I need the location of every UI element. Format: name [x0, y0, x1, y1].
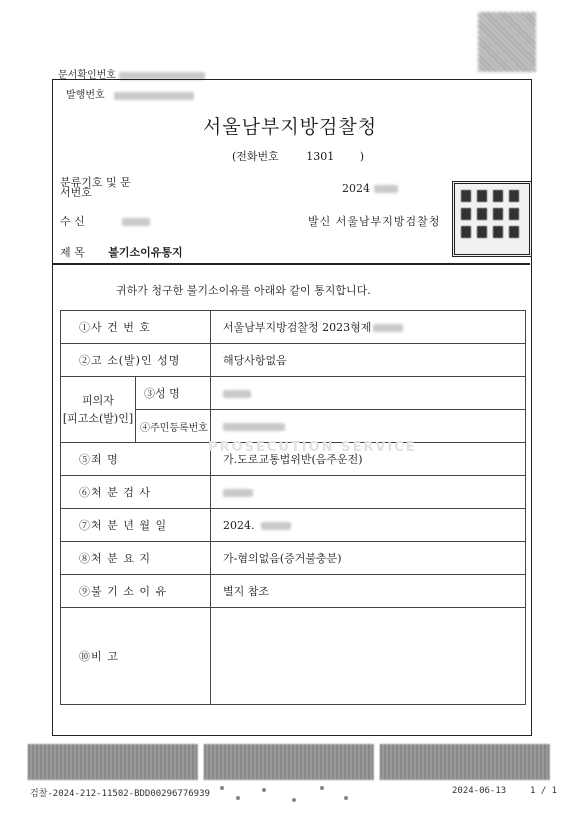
issue-number: [114, 92, 194, 100]
row-value-cell: [211, 608, 526, 705]
table-row: [61, 344, 526, 377]
row-label-cell: [61, 311, 211, 344]
date-year: 2024: [342, 182, 370, 195]
complainant-label: ②고 소(발)인 성명: [79, 354, 181, 367]
dot-mark: [262, 788, 266, 792]
header-divider: [52, 263, 530, 265]
issue-label: 발행번호: [66, 90, 105, 101]
doc-check-label: 문서확인번호: [58, 70, 116, 81]
phone-number: 1301: [306, 150, 335, 163]
disposition-date-value: 2024.: [223, 518, 255, 532]
suspect-group-sub: [피고소(발)인]: [62, 411, 134, 425]
disposition-date-rest: [261, 522, 291, 530]
remarks-label: ⑩비 고: [79, 650, 119, 663]
table-row: [61, 476, 526, 509]
case-number-suffix: [373, 324, 403, 332]
disposition-summary-value: 가-혐의없음(증거불충분): [223, 552, 342, 565]
row-value-cell: [211, 575, 526, 608]
row-label-cell: [61, 575, 211, 608]
barcode-2: [204, 744, 374, 780]
row-label-cell: [61, 542, 211, 575]
dot-mark: [344, 796, 348, 800]
date-rest: [374, 185, 398, 193]
row-value-cell: [211, 509, 526, 542]
non-indictment-reason-label: ⑨불 기 소 이 유: [79, 585, 168, 598]
prosecutor-label: ⑥처 분 검 사: [79, 486, 151, 499]
row-value-cell: [211, 344, 526, 377]
subject-label: 제 목: [60, 246, 85, 259]
dot-mark: [292, 798, 296, 802]
row-value-cell: [211, 542, 526, 575]
barcode-1: [28, 744, 198, 780]
table-row: [61, 575, 526, 608]
disposition-date-label: ⑦처 분 년 월 일: [79, 519, 168, 532]
qr-code-top: [478, 12, 536, 72]
suspect-group-label: 피의자: [82, 393, 114, 407]
suspect-name-label: ③성 명: [144, 387, 180, 400]
recipient-line: [60, 213, 150, 229]
details-table: [60, 310, 526, 705]
row-label-cell: [61, 608, 211, 705]
footer-page: 1 / 1: [530, 786, 558, 796]
table-row: [61, 311, 526, 344]
issue-line: [66, 86, 194, 101]
class-label: 분류기호 및 문서번호: [60, 176, 131, 199]
phone-line: [232, 148, 364, 164]
date-line: [342, 182, 398, 195]
subject-value: 불기소이유통지: [108, 246, 183, 259]
sender-line: 발신 서울남부지방검찰청: [308, 215, 441, 228]
complainant-value: 해당사항없음: [223, 354, 287, 367]
non-indictment-reason-value: 별지 참조: [223, 585, 270, 598]
disposition-summary-label: ⑧처 분 요 지: [79, 552, 151, 565]
dot-mark: [236, 796, 240, 800]
official-seal: [452, 181, 532, 257]
dot-mark: [320, 786, 324, 790]
charge-value: 가.도로교통법위반(음주운전): [223, 453, 363, 466]
phone-label: (전화번호: [232, 150, 279, 163]
row-label-cell: [136, 410, 211, 443]
charge-label: ⑤죄 명: [79, 453, 119, 466]
row-label-cell: [61, 344, 211, 377]
resident-id-label: ④주민등록번호: [140, 422, 208, 434]
prosecutor-value: [223, 489, 253, 497]
barcode-3: [380, 744, 550, 780]
row-value-cell: [211, 377, 526, 410]
footer-date: 2024-06-13: [452, 786, 507, 796]
table-row: [61, 377, 526, 410]
watermark-text: PROSECUTION SERVICE: [208, 440, 417, 455]
row-label-cell: [136, 377, 211, 410]
row-value-cell: [211, 311, 526, 344]
row-label-cell: [61, 443, 211, 476]
table-row: [61, 608, 526, 705]
recipient-label: 수 신: [60, 215, 85, 228]
recipient-name: [122, 218, 150, 226]
notice-text: 귀하가 청구한 불기소이유를 아래와 같이 통지합니다.: [116, 284, 371, 297]
row-label-cell: [61, 476, 211, 509]
row-value-cell: [211, 476, 526, 509]
phone-close: ): [359, 150, 365, 163]
table-row: [61, 542, 526, 575]
case-number-value: 서울남부지방검찰청 2023형제: [223, 321, 372, 334]
row-value-cell: [211, 410, 526, 443]
case-number-label: ①사 건 번 호: [79, 321, 151, 334]
subject-line: [60, 244, 183, 260]
resident-id-value: [223, 423, 285, 431]
table-row: [61, 509, 526, 542]
page-title: 서울남부지방검찰청: [202, 116, 378, 138]
dot-mark: [220, 786, 224, 790]
suspect-name-value: [223, 390, 251, 398]
suspect-group-cell: [61, 377, 136, 443]
row-label-cell: [61, 509, 211, 542]
footer-code: 검찰-2024-212-11502-BDD00296776939: [30, 789, 210, 799]
